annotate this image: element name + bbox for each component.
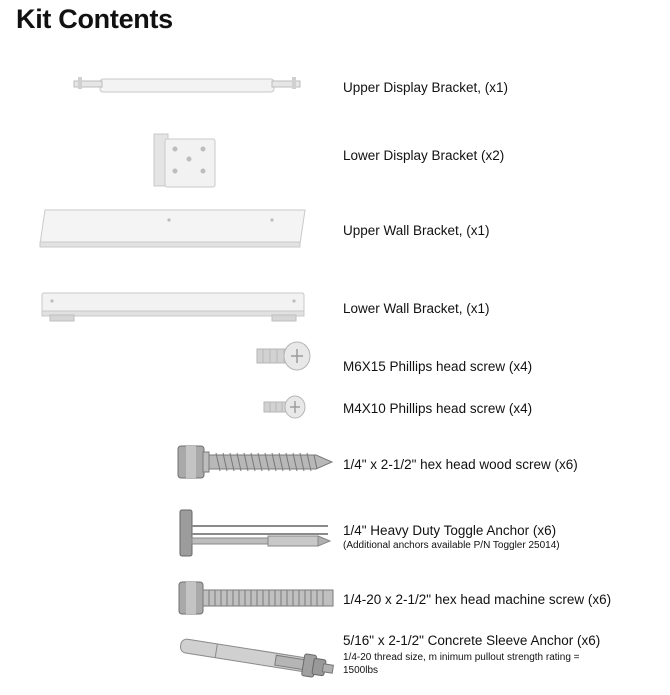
item-label-upper-wall-bracket: Upper Wall Bracket, (x1) (343, 223, 490, 238)
item-label-upper-display-bracket: Upper Display Bracket, (x1) (343, 80, 509, 95)
item-label-m4x10-screw: M4X10 Phillips head screw (x4) (343, 401, 533, 416)
page-title: Kit Contents (16, 4, 173, 34)
upper-wall-bracket-image (37, 208, 312, 250)
hex-wood-screw-image (176, 437, 336, 487)
item-label-hex-machine-screw: 1/4-20 x 2-1/2" hex head machine screw (x6) (343, 592, 612, 607)
m4x10-screw-image (262, 395, 312, 419)
lower-wall-bracket-image (40, 291, 310, 325)
item-label-toggle-anchor: 1/4" Heavy Duty Toggle Anchor (x6) (343, 523, 557, 538)
toggle-anchor-image (178, 508, 338, 560)
item-note-concrete-sleeve-anchor-line1: 1/4-20 thread size, m inimum pullout strength rating = (343, 652, 580, 663)
item-label-hex-wood-screw: 1/4" x 2-1/2" hex head wood screw (x6) (343, 457, 578, 472)
concrete-sleeve-anchor-image (175, 632, 340, 692)
item-label-lower-display-bracket: Lower Display Bracket (x2) (343, 148, 505, 163)
m6x15-screw-image (255, 341, 315, 373)
item-label-concrete-sleeve-anchor: 5/16" x 2-1/2" Concrete Sleeve Anchor (x6) (343, 633, 601, 648)
upper-display-bracket-image (68, 74, 308, 98)
item-note-toggle-anchor: (Additional anchors available P/N Toggler 25014) (343, 540, 560, 551)
item-label-lower-wall-bracket: Lower Wall Bracket, (x1) (343, 301, 490, 316)
hex-machine-screw-image (177, 577, 337, 621)
lower-display-bracket-image (153, 131, 223, 191)
item-note-concrete-sleeve-anchor-line2: 1500lbs (343, 665, 379, 676)
item-label-m6x15-screw: M6X15 Phillips head screw (x4) (343, 359, 533, 374)
